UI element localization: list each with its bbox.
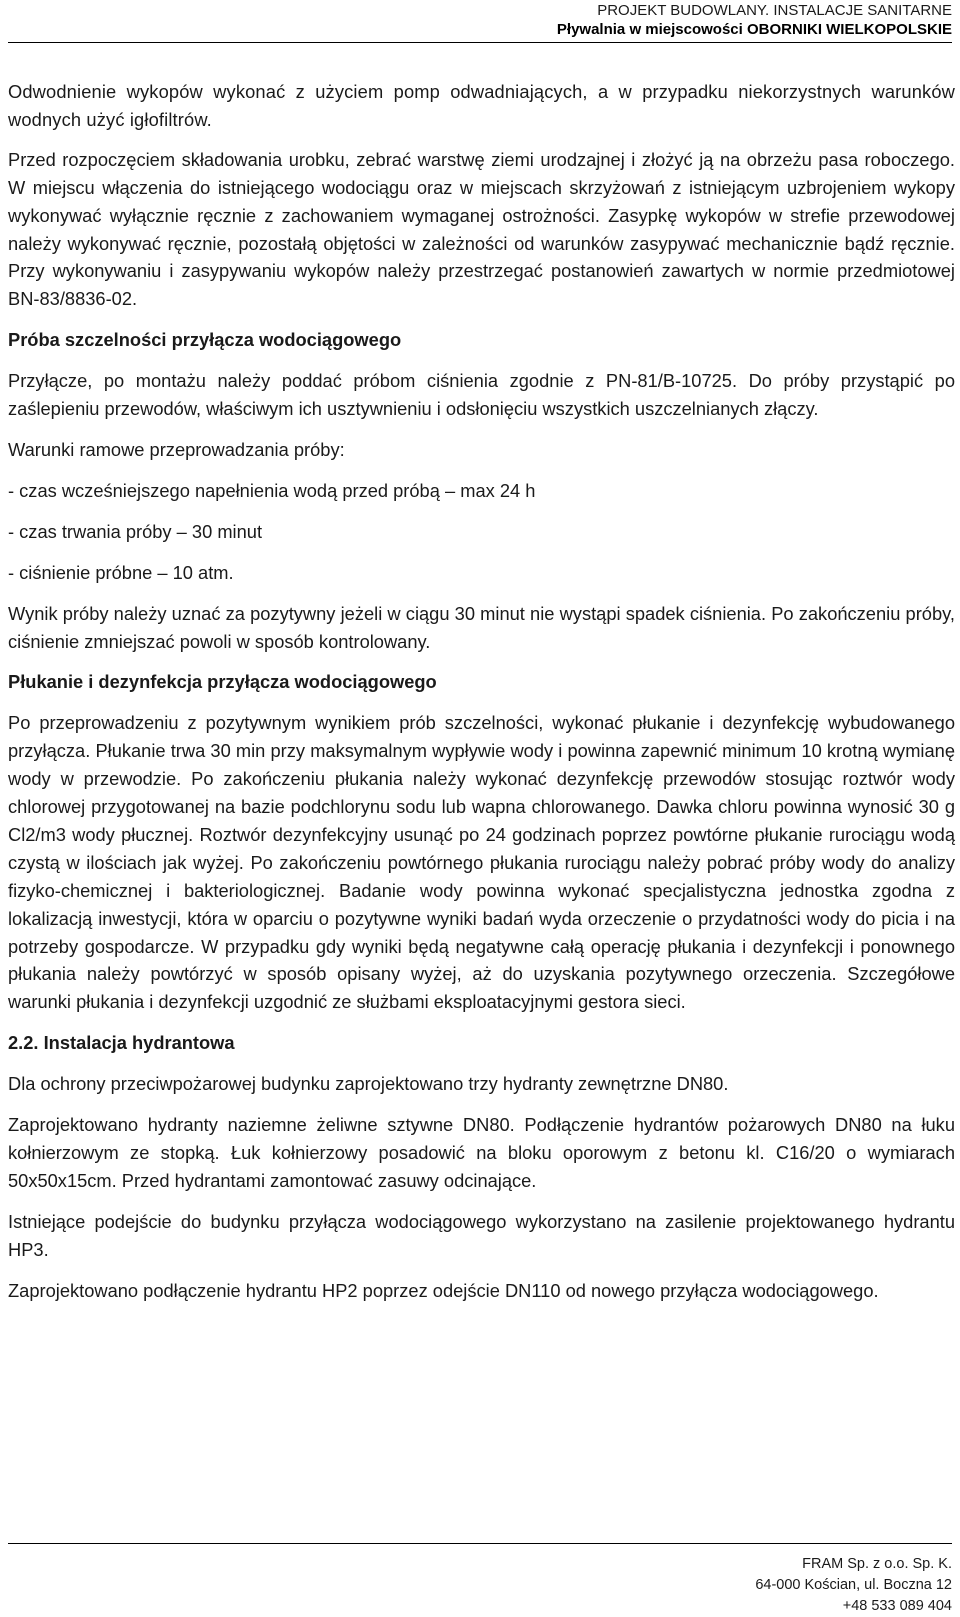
paragraph-hydrant-design: Zaprojektowano hydranty naziemne żeliwne sztywne DN80. Podłączenie hydrantów pożarowych DN80 na łuku kołnierzowym ze stopką. Łuk kołnierzowy posadowić na bloku oporowym z betonu kl. C16/20 o wymiarach 50x50x15cm. Przed hydrantami zamontować zasuwy odcinające. (8, 1114, 955, 1191)
document-body (8, 78, 955, 1305)
paragraph-fire-protection: Dla ochrony przeciwpożarowej budynku zaprojektowano trzy hydranty zewnętrzne DN80. (8, 1073, 729, 1095)
list-item: - czas wcześniejszego napełnienia wodą przed próbą – max 24 h (8, 479, 536, 501)
footer-phone: +48 533 089 404 (842, 1598, 952, 1614)
list-item: - czas trwania próby – 30 minut (8, 520, 263, 542)
footer-address: 64-000 Kościan, ul. Boczna 12 (755, 1577, 952, 1593)
heading-hydrant-installation: 2.2. Instalacja hydrantowa (8, 1032, 235, 1054)
page-footer (8, 1543, 952, 1614)
paragraph-excavation: Przed rozpoczęciem składowania urobku, zebrać warstwę ziemi urodzajnej i złożyć ją na obrzeżu pasa roboczego. W miejscu włączenia do istniejącego wodociągu oraz w miejscach skrzyżowań z istniejącym uzbrojeniem wykopy wykonywać wyłącznie ręcznie z zachowaniem wymaganej ostrożności. Zasypkę wykopów w strefie przewodowej należy wykonywać ręcznie, pozostałą objętości w zależności od warunków zasypywać mechanicznie bądź ręcznie. Przy wykonywaniu i zasypywaniu wykopów należy przestrzegać postanowień zawartych w normie przedmiotowej BN-83/8836-02. (8, 148, 955, 310)
header-project-location: Pływalnia w miejscowości OBORNIKI WIELKOPOLSKIE (556, 21, 952, 38)
footer-company: FRAM Sp. z o.o. Sp. K. (802, 1556, 952, 1572)
paragraph-test-result: Wynik próby należy uznać za pozytywny jeżeli w ciągu 30 minut nie wystąpi spadek ciśnienia. Po zakończeniu próby, ciśnienie zmniejszać powoli w sposób kontrolowany. (8, 602, 955, 652)
paragraph-test-conditions: Warunki ramowe przeprowadzania próby: (8, 438, 345, 460)
list-item: - ciśnienie próbne – 10 atm. (8, 561, 234, 583)
heading-tightness-test: Próba szczelności przyłącza wodociągowego (8, 329, 402, 351)
paragraph-dewatering: Odwodnienie wykopów wykonać z użyciem pomp odwadniających, a w przypadku niekorzystnych warunków wodnych użyć igłofiltrów. (8, 81, 955, 130)
paragraph-pressure-test: Przyłącze, po montażu należy poddać próbom ciśnienia zgodnie z PN-81/B-10725. Do próby przystąpić po zaślepieniu przewodów, właściwym ich usztywnieniu i odsłonięciu wszystkich uszczelnianych złączy. (8, 370, 955, 420)
paragraph-hp2-connection: Zaprojektowano podłączenie hydrantu HP2 poprzez odejście DN110 od nowego przyłącza wodociągowego. (8, 1279, 879, 1301)
paragraph-existing-connection: Istniejące podejście do budynku przyłącza wodociągowego wykorzystano na zasilenie projektowanego hydrantu HP3. (8, 1210, 955, 1260)
paragraph-flushing-disinfection: Po przeprowadzeniu z pozytywnym wynikiem prób szczelności, wykonać płukanie i dezynfekcję wybudowanego przyłącza. Płukanie trwa 30 min przy maksymalnym wypływie wody i powinna zapewnić minimum 10 krotną wymianę wody w przewodzie. Po zakończeniu płukania należy wykonać dezynfekcję przewodów stosując roztwór wody chlorowej przygotowanej na bazie podchlorynu sodu lub wapna chlorowanego. Dawka chloru powinna wynosić 30 g Cl2/m3 wody płucznej. Roztwór dezynfekcyjny usunąć po 24 godzinach poprzez powtórne płukanie rurociągu wodą czystą w ilościach jak wyżej. Po zakończeniu powtórnego płukania rurociągu należy pobrać próby wody do analizy fizyko-chemicznej i bakteriologicznej. Badanie wody powinna wykonać specjalistyczna jednostka zgodna z lokalizacją inwestycji, która w oparciu o pozytywne wyniki badań wyda orzeczenie o przydatności wody do picia i na potrzeby gospodarcze. W przypadku gdy wyniki będą negatywne całą operację płukania i dezynfekcji i ponownego płukania należy powtórzyć w sposób opisany wyżej, aż do uzyskania pozytywnego orzeczenia. Szczegółowe warunki płukania i dezynfekcji uzgodnić ze służbami eksploatacyjnymi gestora sieci. (8, 712, 955, 1013)
page-header (8, 0, 952, 43)
heading-flushing: Płukanie i dezynfekcja przyłącza wodociągowego (8, 671, 437, 693)
header-project-title: PROJEKT BUDOWLANY. INSTALACJE SANITARNE (597, 2, 952, 19)
